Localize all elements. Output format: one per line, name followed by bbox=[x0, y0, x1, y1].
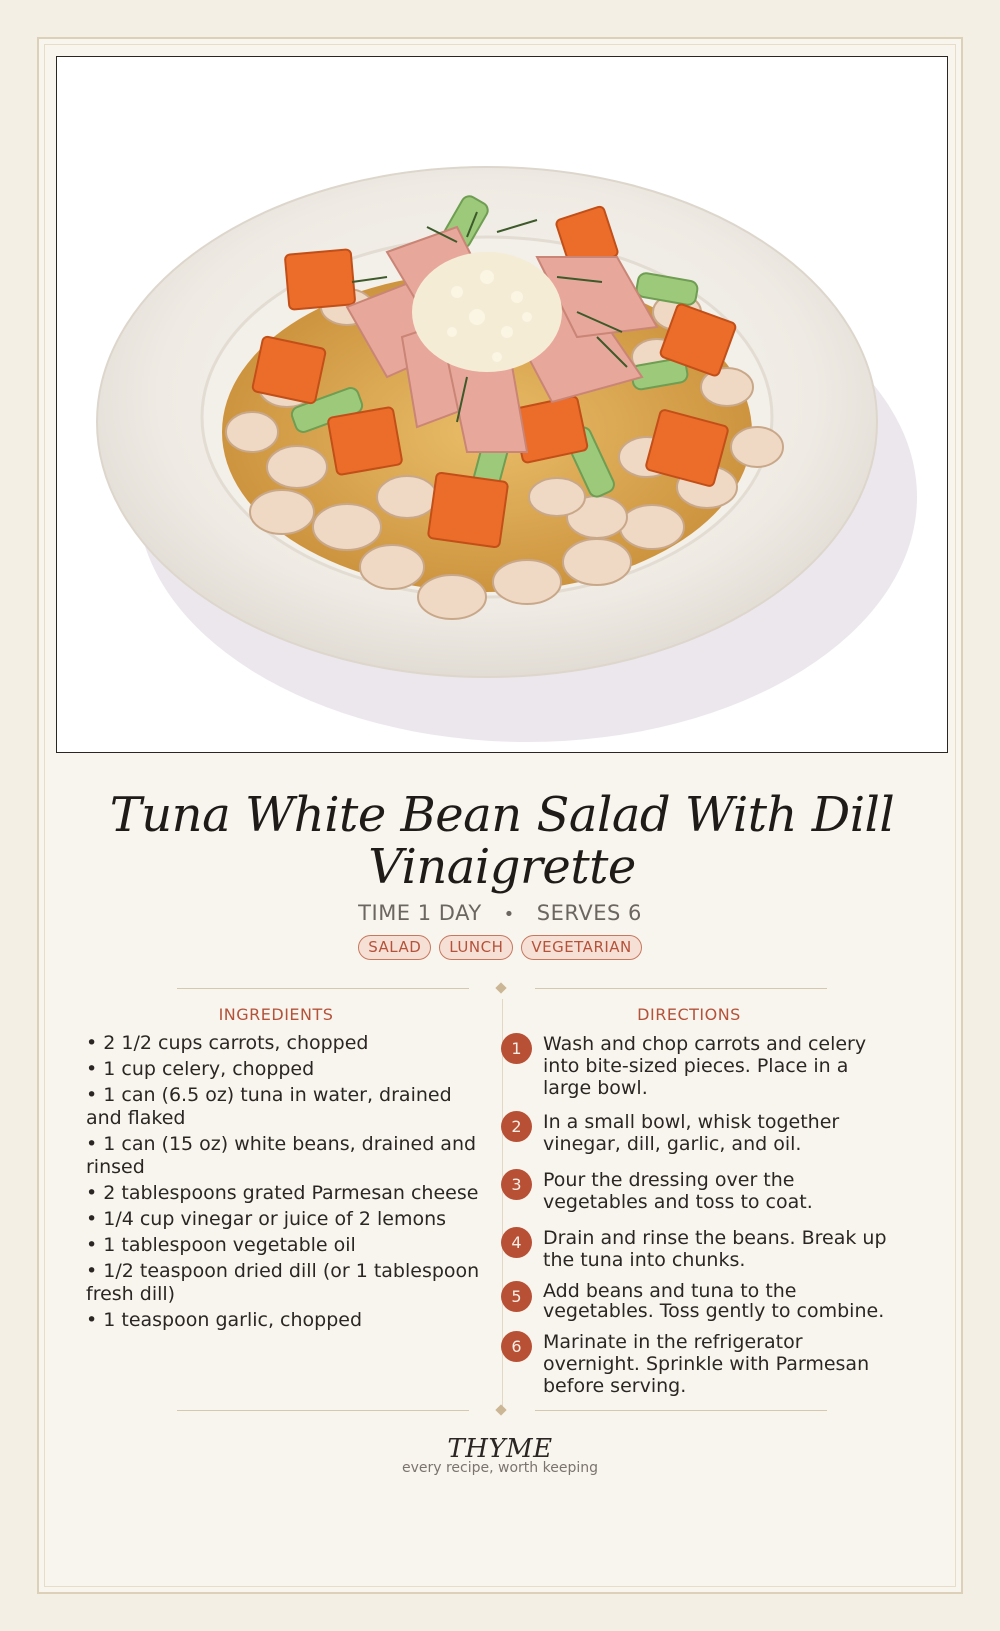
divider-diamond-icon bbox=[495, 982, 506, 993]
serves-label: SERVES 6 bbox=[536, 901, 642, 925]
divider-line bbox=[177, 1410, 469, 1411]
recipe-title: Tuna White Bean Salad With Dill Vinaigrette bbox=[109, 787, 895, 895]
direction-step bbox=[501, 1227, 901, 1271]
time-label: TIME 1 DAY bbox=[358, 901, 482, 925]
direction-step bbox=[501, 1331, 901, 1397]
divider-diamond-icon bbox=[495, 1404, 506, 1415]
hero-image bbox=[56, 56, 948, 753]
ingredient-item: • 2 1/2 cups carrots, chopped bbox=[86, 1032, 369, 1054]
tag-list bbox=[39, 935, 961, 960]
step-text: Drain and rinse the beans. Break up the tuna into chunks. bbox=[543, 1227, 887, 1271]
directions-list bbox=[501, 1033, 901, 1397]
ingredient-item: • 1/4 cup vinegar or juice of 2 lemons bbox=[86, 1208, 447, 1230]
step-text: Pour the dressing over the vegetables and toss to coat. bbox=[543, 1169, 813, 1213]
meta-separator: • bbox=[503, 904, 515, 925]
ingredient-item: • 1 can (15 oz) white beans, drained and rinsed bbox=[86, 1133, 477, 1178]
divider-line bbox=[535, 988, 827, 989]
ingredient-item: • 1 teaspoon garlic, chopped bbox=[86, 1309, 363, 1331]
ingredient-item: • 1/2 teaspoon dried dill (or 1 tablespoon fresh dill) bbox=[86, 1260, 480, 1305]
step-number-badge: 2 bbox=[501, 1111, 532, 1142]
step-text: Add beans and tuna to the vegetables. Toss gently to combine. bbox=[543, 1280, 885, 1322]
ingredient-item: • 1 tablespoon vegetable oil bbox=[86, 1234, 356, 1256]
ingredients-list bbox=[86, 1032, 481, 1335]
step-text: Marinate in the refrigerator overnight. Sprinkle with Parmesan before serving. bbox=[543, 1331, 870, 1397]
direction-step bbox=[501, 1169, 901, 1213]
directions-heading: DIRECTIONS bbox=[637, 1005, 741, 1024]
tag-salad[interactable]: SALAD bbox=[358, 935, 431, 960]
divider-line bbox=[177, 988, 469, 989]
ingredient-item: • 1 cup celery, chopped bbox=[86, 1058, 315, 1080]
step-text: In a small bowl, whisk together vinegar, dill, garlic, and oil. bbox=[543, 1111, 840, 1155]
direction-step bbox=[501, 1111, 901, 1155]
step-number-badge: 6 bbox=[501, 1331, 532, 1362]
tag-vegetarian[interactable]: VEGETARIAN bbox=[521, 935, 641, 960]
step-number-badge: 5 bbox=[501, 1281, 532, 1312]
step-number-badge: 1 bbox=[501, 1033, 532, 1064]
recipe-meta bbox=[39, 901, 961, 925]
bottom-divider bbox=[177, 1404, 827, 1418]
tag-lunch[interactable]: LUNCH bbox=[439, 935, 513, 960]
top-divider bbox=[177, 982, 827, 996]
recipe-card bbox=[37, 37, 963, 1594]
step-number-badge: 3 bbox=[501, 1169, 532, 1200]
direction-step bbox=[501, 1281, 901, 1321]
direction-step bbox=[501, 1033, 901, 1099]
ingredients-heading: INGREDIENTS bbox=[218, 1005, 334, 1024]
ingredient-item: • 1 can (6.5 oz) tuna in water, drained and flaked bbox=[86, 1084, 452, 1129]
step-text: Wash and chop carrots and celery into bite-sized pieces. Place in a large bowl. bbox=[543, 1033, 867, 1099]
brand-logo-text: THYME bbox=[447, 1434, 553, 1464]
step-number-badge: 4 bbox=[501, 1227, 532, 1258]
divider-line bbox=[535, 1410, 827, 1411]
ingredient-item: • 2 tablespoons grated Parmesan cheese bbox=[86, 1182, 479, 1204]
brand-tagline: every recipe, worth keeping bbox=[401, 1460, 598, 1476]
salad-plate-illustration bbox=[57, 57, 947, 752]
